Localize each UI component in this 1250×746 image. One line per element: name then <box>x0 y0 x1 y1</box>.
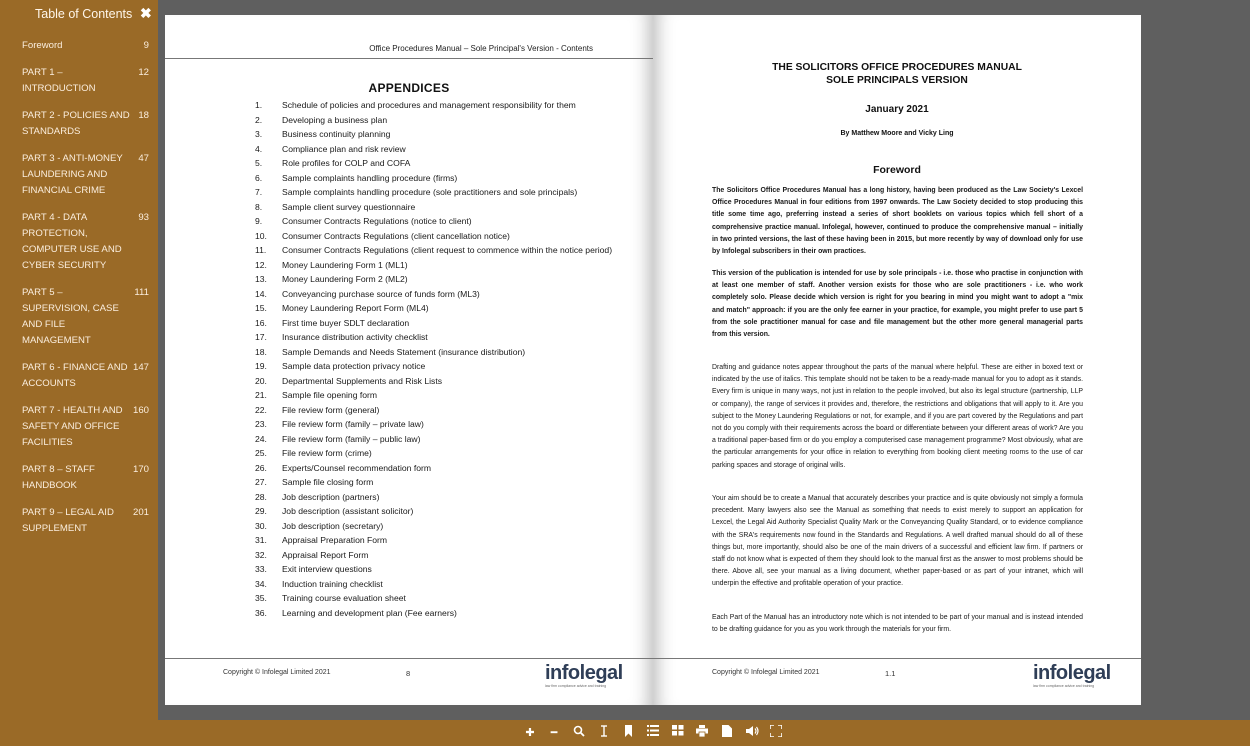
toc-item-label: PART 2 - POLICIES AND STANDARDS <box>22 110 130 137</box>
appendix-number: 35. <box>255 593 267 603</box>
appendices-list <box>255 98 615 620</box>
running-head: Office Procedures Manual – Sole Principal's Version - Contents <box>369 44 593 53</box>
toc-item-label: PART 8 – STAFF HANDBOOK <box>22 464 95 491</box>
appendix-title: Training course evaluation sheet <box>282 593 406 603</box>
appendix-number: 11. <box>255 245 267 255</box>
copyright-text: Copyright © Infolegal Limited 2021 <box>223 669 331 676</box>
appendix-number: 7. <box>255 187 263 197</box>
toc-item-label: PART 7 - HEALTH AND SAFETY AND OFFICE FACILITIES <box>22 405 123 448</box>
appendix-title: File review form (family – private law) <box>282 419 424 429</box>
appendix-number: 9. <box>255 216 263 226</box>
bookmark-icon[interactable] <box>620 725 636 741</box>
toc-item-page: 93 <box>138 212 149 223</box>
appendix-title: Exit interview questions <box>282 564 372 574</box>
authors: By Matthew Moore and Vicky Ling <box>840 130 954 137</box>
appendix-number: 22. <box>255 404 267 415</box>
manual-title-line2: SOLE PRINCIPALS VERSION <box>826 75 968 86</box>
appendix-title: Money Laundering Form 2 (ML2) <box>282 274 408 284</box>
appendix-title: Consumer Contracts Regulations (client cancellation notice) <box>282 230 510 241</box>
toc-item-page: 47 <box>138 153 149 164</box>
appendix-number: 4. <box>255 143 263 154</box>
appendix-number: 14. <box>255 288 267 299</box>
toc-item-foreword[interactable] <box>0 38 158 54</box>
appendix-title: Job description (partners) <box>282 491 380 502</box>
logo-tagline: law firm compliance advice and training <box>545 684 607 688</box>
document-icon[interactable] <box>719 725 735 741</box>
close-icon[interactable]: ✖ <box>140 5 152 21</box>
appendix-item <box>255 577 615 592</box>
appendix-item <box>255 142 615 157</box>
appendix-number: 5. <box>255 158 263 168</box>
appendix-item <box>255 113 615 128</box>
appendix-number: 17. <box>255 332 267 342</box>
toc-item-page: 160 <box>132 405 149 416</box>
foreword-paragraph-3: Drafting and guidance notes appear throughout the parts of the manual where helpful. These are either in boxed text or indicated by the use of italics. This template should not be taken to be a ready-made manual for you to adopt as it stands. Every firm is unique in many ways, not just in relation to the people involved, but also its legal structure (partnership, LLP or company), the range of services it provides and, therefore, the restrictions and obligations that will apply to it. Are you subject to the Money Laundering Regulations or not, for example, and if you are part covered by the Regulations and part not do you comply with their requirements across the board or differentiate between your different areas of work? Are you a traditional paper-based firm or do you employ a computerised case management programme? Most obviously, what are the particular arrangements for your office in relation to everything from booking client meeting rooms to the use of car parking spaces and storage of original wills. <box>712 364 1083 469</box>
toc-sidebar <box>0 0 158 746</box>
appendix-number: 33. <box>255 564 267 574</box>
appendix-item <box>255 330 615 345</box>
appendix-title: First time buyer SDLT declaration <box>282 317 410 328</box>
toc-item-page: 201 <box>132 507 149 518</box>
appendix-title: Sample client survey questionnaire <box>282 201 416 212</box>
appendix-item <box>255 200 615 215</box>
toc-item-part-8[interactable] <box>0 462 158 494</box>
appendix-item <box>255 316 615 331</box>
toc-item-page: 147 <box>132 362 149 373</box>
appendix-number: 6. <box>255 172 263 183</box>
appendix-title: File review form (crime) <box>282 448 372 458</box>
search-icon[interactable] <box>571 725 587 741</box>
appendix-number: 10. <box>255 230 267 241</box>
appendix-item <box>255 562 615 577</box>
foreword-paragraph-4: Your aim should be to create a Manual that accurately describes your practice and is quite obviously not simply a formula precedent. Many lawyers also see the Manual as something that needs to exist merely to support an application for Lexcel, the Legal Aid Authority Specialist Quality Mark or the Conveyancing Quality Standard, or to evidence compliance with the SRA's requirements now found in the Standards and Regulations. A well drafted manual should do all of these things but, more importantly, should also be one of the main drivers of a successful and efficient law firm. If partners or staff do not know what is expected of them they should look to the manual first as the answer to most problems should be there. Above all, see your manual as a living document, whether paper-based or as part of your intranet, which will underpin the effective and profitable operation of your practice. <box>712 495 1083 588</box>
appendix-item <box>255 403 615 418</box>
appendix-title: Sample Demands and Needs Statement (insurance distribution) <box>282 346 526 357</box>
appendix-title: Appraisal Preparation Form <box>282 535 388 545</box>
appendix-title: Money Laundering Report Form (ML4) <box>282 303 429 313</box>
appendix-title: Money Laundering Form 1 (ML1) <box>282 259 408 270</box>
print-icon[interactable] <box>694 725 710 741</box>
appendix-item <box>255 243 615 258</box>
grid-icon[interactable] <box>670 725 686 741</box>
header-rule <box>165 58 653 59</box>
toc-item-page: 111 <box>134 287 149 298</box>
toc-item-part-6[interactable] <box>0 360 158 392</box>
infolegal-logo <box>1033 663 1113 691</box>
appendix-item <box>255 127 615 142</box>
page-number: 8 <box>406 669 411 678</box>
appendix-item <box>255 417 615 432</box>
appendix-number: 25. <box>255 448 267 458</box>
logo-wordmark: infolegal <box>545 662 623 684</box>
foreword-heading: Foreword <box>873 164 921 176</box>
footer-rule <box>165 658 653 659</box>
appendix-title: Sample complaints handling procedure (sole practitioners and sole principals) <box>282 187 578 197</box>
toc-item-page: 12 <box>138 67 149 78</box>
toc-title: Table of Contents <box>35 7 133 21</box>
appendix-title: Sample data protection privacy notice <box>282 361 426 371</box>
appendix-item <box>255 519 615 534</box>
appendices-title: APPENDICES <box>368 81 450 95</box>
appendix-title: Induction training checklist <box>282 578 383 589</box>
text-cursor-icon[interactable] <box>596 725 612 741</box>
appendix-number: 19. <box>255 361 267 371</box>
toc-item-label: PART 1 – INTRODUCTION <box>22 67 96 94</box>
publication-date: January 2021 <box>865 104 929 115</box>
appendix-number: 31. <box>255 535 267 545</box>
appendix-number: 16. <box>255 317 267 328</box>
appendix-item <box>255 272 615 287</box>
appendix-number: 23. <box>255 419 267 429</box>
audio-icon[interactable] <box>744 725 760 741</box>
logo-tagline: law firm compliance advice and training <box>1033 684 1095 688</box>
appendix-title: Sample file closing form <box>282 477 374 487</box>
appendix-number: 20. <box>255 375 267 386</box>
appendix-title: Job description (assistant solicitor) <box>282 506 414 516</box>
toc-item-label: Foreword <box>22 40 63 51</box>
appendix-item <box>255 345 615 360</box>
page-number: 1.1 <box>885 669 896 678</box>
toc-item-label: PART 9 – LEGAL AID SUPPLEMENT <box>22 507 114 534</box>
appendix-title: Role profiles for COLP and COFA <box>282 158 411 168</box>
foreword-paragraph-2: This version of the publication is intended for use by sole principals - i.e. those who practise in conjunction with at least one member of staff. Another version exists for those who are sole practitioners - i.e. who work completely solo. Please decide which version is right for you bearing in mind you might want to adopt a "mix and match" approach: if you are the only fee earner in your practice, for example, you might prefer to use part 5 from the sole practitioner manual for case and file management but the other more general managerial parts from this version. <box>712 270 1083 339</box>
copyright-text: Copyright © Infolegal Limited 2021 <box>712 669 820 676</box>
toc-header <box>0 0 158 30</box>
appendix-item <box>255 374 615 389</box>
toc-item-part-5[interactable] <box>0 285 158 349</box>
appendix-item <box>255 606 615 621</box>
appendix-item <box>255 359 615 374</box>
appendix-title: Business continuity planning <box>282 129 391 139</box>
appendix-title: Learning and development plan (Fee earners) <box>282 607 457 618</box>
toc-item-label: PART 5 – SUPERVISION, CASE AND FILE MANAGEMENT <box>22 287 119 346</box>
appendix-title: Insurance distribution activity checklist <box>282 332 428 342</box>
toc-item-part-9[interactable] <box>0 505 158 537</box>
appendix-item <box>255 258 615 273</box>
appendix-item <box>255 490 615 505</box>
appendix-item <box>255 475 615 490</box>
appendix-title: Departmental Supplements and Risk Lists <box>282 375 443 386</box>
appendix-title: Sample file opening form <box>282 390 378 400</box>
appendix-number: 24. <box>255 433 267 444</box>
appendix-title: File review form (family – public law) <box>282 433 421 444</box>
manual-title <box>653 61 1141 87</box>
logo-wordmark: infolegal <box>1033 662 1111 684</box>
appendix-item <box>255 461 615 476</box>
appendix-number: 34. <box>255 578 267 589</box>
appendix-number: 21. <box>255 390 267 400</box>
list-icon[interactable] <box>645 725 661 741</box>
appendix-item <box>255 533 615 548</box>
appendix-number: 29. <box>255 506 267 516</box>
appendix-item <box>255 591 615 606</box>
appendix-item <box>255 185 615 200</box>
appendix-number: 30. <box>255 520 267 531</box>
toc-item-label: PART 4 - DATA PROTECTION, COMPUTER USE AND CYBER SECURITY <box>22 212 122 271</box>
infolegal-logo <box>545 663 625 691</box>
appendix-item <box>255 98 615 113</box>
appendix-number: 2. <box>255 114 263 125</box>
appendix-number: 15. <box>255 303 267 313</box>
appendix-title: Compliance plan and risk review <box>282 143 406 154</box>
bottom-toolbar <box>0 720 1250 746</box>
toc-list <box>0 38 158 548</box>
toc-item-part-1[interactable] <box>0 65 158 97</box>
appendix-number: 36. <box>255 607 267 618</box>
appendix-title: Sample complaints handling procedure (firms) <box>282 172 458 183</box>
appendix-number: 3. <box>255 129 263 139</box>
appendix-title: Developing a business plan <box>282 114 388 125</box>
appendix-item <box>255 432 615 447</box>
left-page <box>165 15 653 705</box>
appendix-title: Conveyancing purchase source of funds form (ML3) <box>282 288 480 299</box>
right-page <box>653 15 1141 705</box>
appendix-item <box>255 446 615 461</box>
appendix-item <box>255 388 615 403</box>
toc-item-part-4[interactable] <box>0 210 158 274</box>
appendix-item <box>255 229 615 244</box>
toc-item-part-3[interactable] <box>0 151 158 199</box>
toc-item-page: 18 <box>138 110 149 121</box>
appendix-number: 27. <box>255 477 267 487</box>
appendix-item <box>255 548 615 563</box>
manual-title-line1: THE SOLICITORS OFFICE PROCEDURES MANUAL <box>772 62 1022 73</box>
appendix-number: 13. <box>255 274 267 284</box>
appendix-title: Consumer Contracts Regulations (notice to client) <box>282 216 472 226</box>
document-viewer[interactable] <box>158 0 1250 720</box>
appendix-number: 28. <box>255 491 267 502</box>
appendix-title: Job description (secretary) <box>282 520 384 531</box>
appendix-number: 18. <box>255 346 267 357</box>
toc-item-part-2[interactable] <box>0 108 158 140</box>
footer-rule <box>653 658 1141 659</box>
zoom-in-icon[interactable]: ✚ <box>525 727 535 739</box>
appendix-number: 8. <box>255 201 263 212</box>
appendix-title: File review form (general) <box>282 404 380 415</box>
toc-item-page: 170 <box>132 464 149 475</box>
appendix-item <box>255 156 615 171</box>
appendix-number: 12. <box>255 259 267 270</box>
appendix-item <box>255 171 615 186</box>
toc-item-label: PART 6 - FINANCE AND ACCOUNTS <box>22 362 128 389</box>
appendix-item <box>255 214 615 229</box>
appendix-title: Schedule of policies and procedures and management responsibility for them <box>282 100 576 110</box>
appendix-item <box>255 287 615 302</box>
appendix-item <box>255 504 615 519</box>
appendix-title: Consumer Contracts Regulations (client request to commence within the notice period) <box>282 245 613 255</box>
appendix-number: 32. <box>255 549 267 560</box>
zoom-out-icon[interactable]: ━ <box>550 727 558 739</box>
appendix-number: 1. <box>255 100 263 110</box>
appendix-number: 26. <box>255 462 267 473</box>
appendix-title: Experts/Counsel recommendation form <box>282 462 432 473</box>
foreword-paragraph-1: The Solicitors Office Procedures Manual has a long history, having been produced as the Law Society's Lexcel Office Procedures Manual in four editions from 1997 onwards. The Law Society decided to stop producing this title some time ago, preferring instead a series of short booklets on various topics which fell short of a comprehensive practice manual. Infolegal, however, continued to produce the comprehensive manual – initially in two printed versions, the last of these having been in 2015, but more recently by way of download only for use by Infolegal subscribers in their own practices. <box>712 187 1083 256</box>
foreword-paragraph-5: Each Part of the Manual has an introductory note which is not intended to be part of your manual and is instead intended to be drafting guidance for you as you work through the materials for your firm. <box>712 614 1083 634</box>
toc-item-page: 9 <box>143 40 149 51</box>
toc-item-part-7[interactable] <box>0 403 158 451</box>
toc-item-label: PART 3 - ANTI-MONEY LAUNDERING AND FINANCIAL CRIME <box>22 153 123 196</box>
appendix-title: Appraisal Report Form <box>282 549 369 560</box>
appendix-item <box>255 301 615 316</box>
fullscreen-icon[interactable] <box>768 725 784 741</box>
